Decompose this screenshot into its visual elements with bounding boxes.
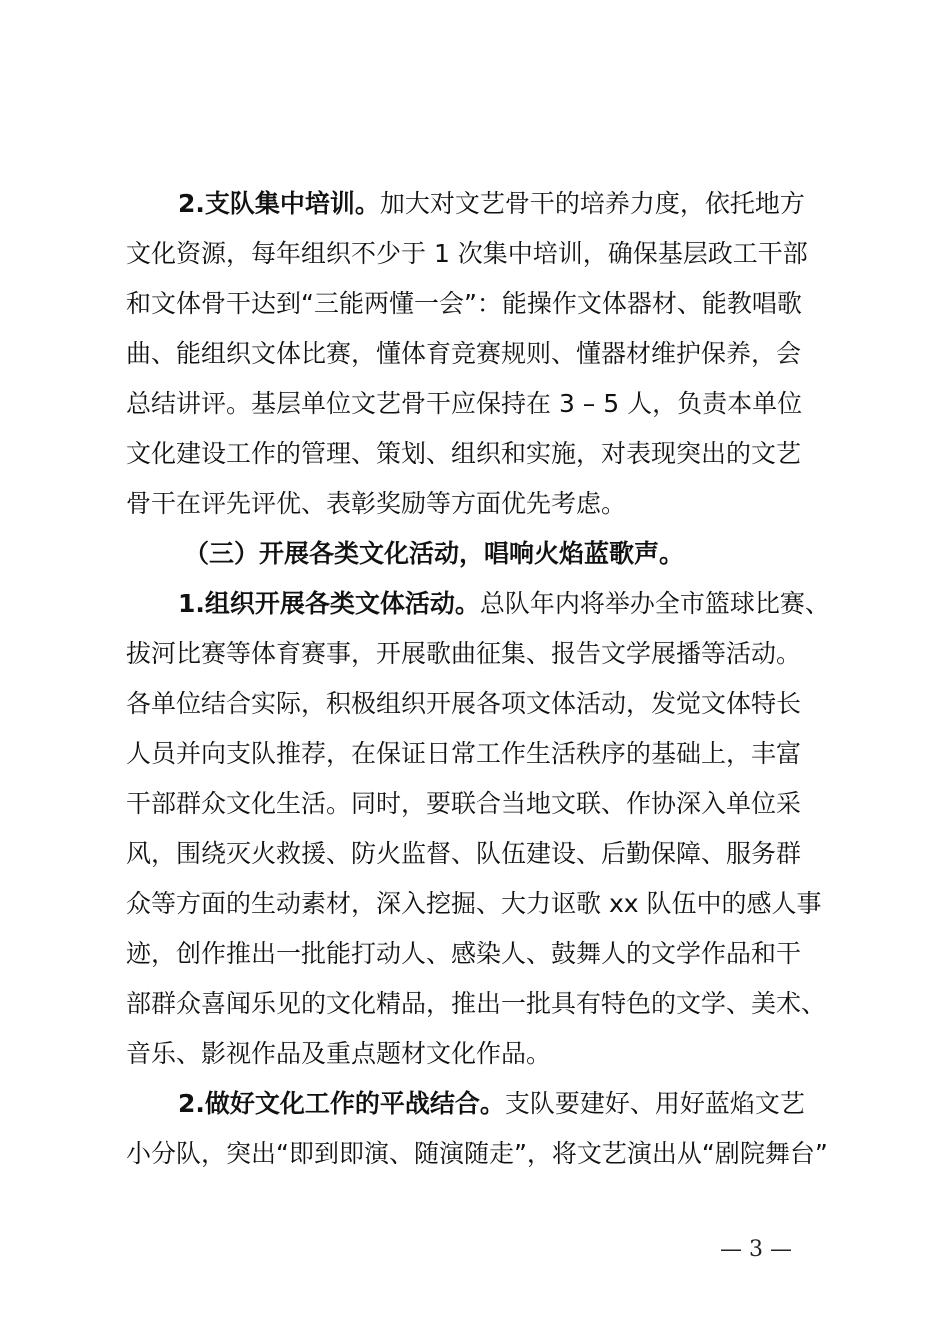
paragraph-line: 总结讲评。基层单位文艺骨干应保持在 3 – 5 人，负责本单位 bbox=[126, 389, 803, 418]
paragraph-line: 曲、能组织文体比赛，懂体育竞赛规则、懂器材维护保养，会 bbox=[126, 339, 802, 368]
paragraph-line: 风，围绕灭火救援、防火监督、队伍建设、后勤保障、服务群 bbox=[126, 839, 802, 868]
paragraph-text: 加大对文艺骨干的培养力度，依托地方 bbox=[379, 189, 805, 218]
paragraph-text: 总队年内将举办全市篮球比赛、 bbox=[479, 589, 830, 618]
paragraph-line: 部群众喜闻乐见的文化精品，推出一批具有特色的文学、美术、 bbox=[126, 989, 827, 1018]
paragraph-heading: 2.支队集中培训。 bbox=[178, 189, 380, 218]
paragraph-line: 各单位结合实际，积极组织开展各项文体活动，发觉文体特长 bbox=[126, 689, 802, 718]
paragraph-line: 和文体骨干达到“三能两懂一会”：能操作文体器材、能教唱歌 bbox=[126, 289, 802, 318]
paragraph-heading: 2.做好文化工作的平战结合。 bbox=[178, 1089, 505, 1118]
section-heading: （三）开展各类文化活动，唱响火焰蓝歌声。 bbox=[184, 539, 685, 568]
paragraph-line: 文化建设工作的管理、策划、组织和实施，对表现突出的文艺 bbox=[126, 439, 802, 468]
paragraph-heading: 1.组织开展各类文体活动。 bbox=[178, 589, 480, 618]
paragraph-line: 音乐、影视作品及重点题材文化作品。 bbox=[126, 1039, 552, 1068]
paragraph-line bbox=[178, 1084, 805, 1124]
paragraph-line: 人员并向支队推荐，在保证日常工作生活秩序的基础上，丰富 bbox=[126, 739, 802, 768]
paragraph-line: 干部群众文化生活。同时，要联合当地文联、作协深入单位采 bbox=[126, 789, 802, 818]
paragraph-line: 迹，创作推出一批能打动人、感染人、鼓舞人的文学作品和干 bbox=[126, 939, 802, 968]
page-number: — 3 — bbox=[720, 1237, 792, 1262]
paragraph-text: 支队要建好、用好蓝焰文艺 bbox=[504, 1089, 805, 1118]
paragraph-line: 众等方面的生动素材，深入挖掘、大力讴歌 xx 队伍中的感人事 bbox=[126, 889, 822, 918]
paragraph-line bbox=[178, 184, 805, 224]
paragraph-line: 骨干在评先评优、表彰奖励等方面优先考虑。 bbox=[126, 489, 627, 518]
paragraph-line bbox=[178, 584, 830, 624]
paragraph-line: 拔河比赛等体育赛事，开展歌曲征集、报告文学展播等活动。 bbox=[126, 639, 802, 668]
paragraph-line: 小分队，突出“即到即演、随演随走”，将文艺演出从“剧院舞台” bbox=[126, 1139, 828, 1168]
paragraph-line: 文化资源，每年组织不少于 1 次集中培训，确保基层政工干部 bbox=[126, 239, 808, 268]
